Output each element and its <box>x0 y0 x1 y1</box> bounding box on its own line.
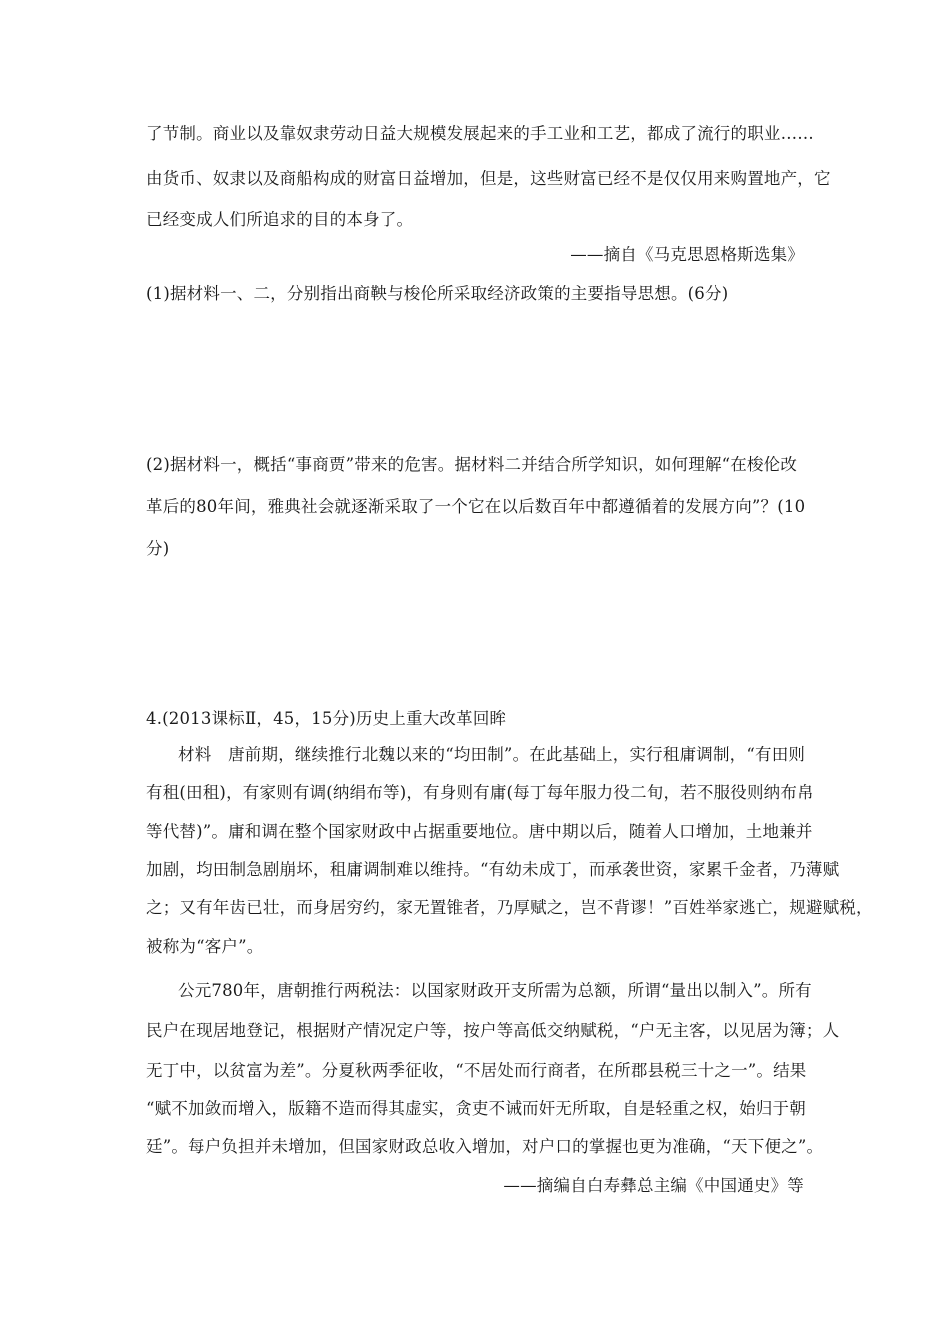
question-2-line: 革后的80年间，雅典社会就逐渐采取了一个它在以后数百年中都遵循着的发展方向”？(10 <box>146 497 806 516</box>
paragraph-line: 公元780年，唐朝推行两税法：以国家财政开支所需为总额，所谓“量出以制入”。所有 <box>178 981 812 1000</box>
passage1-line: 由货币、奴隶以及商船构成的财富日益增加，但是，这些财富已经不是仅仅用来购置地产，它 <box>146 169 831 188</box>
question-4-heading: 4.(2013课标Ⅱ，45，15分)历史上重大改革回眸 <box>146 709 507 728</box>
passage1-source: ——摘自《马克思恩格斯选集》 <box>570 245 804 264</box>
paragraph-line: 之；又有年齿已壮，而身居穷约，家无置锥者，乃厚赋之，岂不背谬！”百姓举家逃亡，规避赋税， <box>146 898 873 917</box>
question-2-line: (2)据材料一，概括“事商贾”带来的危害。据材料二并结合所学知识，如何理解“在梭伦改 <box>146 455 798 474</box>
paragraph-line: 材料 唐前期，继续推行北魏以来的“均田制”。在此基础上，实行租庸调制，“有田则 <box>178 745 806 764</box>
paragraph-line: 无丁中，以贫富为差”。分夏秋两季征收，“不居处而行商者，在所郡县税三十之一”。结果 <box>146 1061 807 1080</box>
question-2-line: 分) <box>146 539 170 558</box>
passage1-line: 已经变成人们所追求的目的本身了。 <box>146 210 414 229</box>
paragraph-line: “赋不加敛而增入，版籍不造而得其虚实，贪吏不诫而奸无所取，自是轻重之权，始归于朝 <box>146 1099 806 1118</box>
paragraph-line: 等代替)”。庸和调在整个国家财政中占据重要地位。唐中期以后，随着人口增加，土地兼并 <box>146 822 813 841</box>
question-1: (1)据材料一、二，分别指出商鞅与梭伦所采取经济政策的主要指导思想。(6分) <box>146 284 729 303</box>
passage1-line: 了节制。商业以及靠奴隶劳动日益大规模发展起来的手工业和工艺，都成了流行的职业…… <box>146 124 814 143</box>
paragraph-line: 被称为“客户”。 <box>146 937 264 956</box>
paragraph-line: 加剧，均田制急剧崩坏，租庸调制难以维持。“有幼未成丁，而承袭世资，家累千金者，乃薄赋 <box>146 860 840 879</box>
paragraph-line: 有租(田租)，有家则有调(纳绢布等)，有身则有庸(每丁每年服力役二旬，若不服役则纳布帛 <box>146 783 814 802</box>
paragraph-line: 民户在现居地登记，根据财产情况定户等，按户等高低交纳赋税，“户无主客，以见居为簿；人 <box>146 1021 840 1040</box>
paragraph-line: 廷”。每户负担并未增加，但国家财政总收入增加，对户口的掌握也更为准确，“天下便之”。 <box>146 1137 824 1156</box>
question-4-source: ——摘编自白寿彝总主编《中国通史》等 <box>503 1176 804 1195</box>
